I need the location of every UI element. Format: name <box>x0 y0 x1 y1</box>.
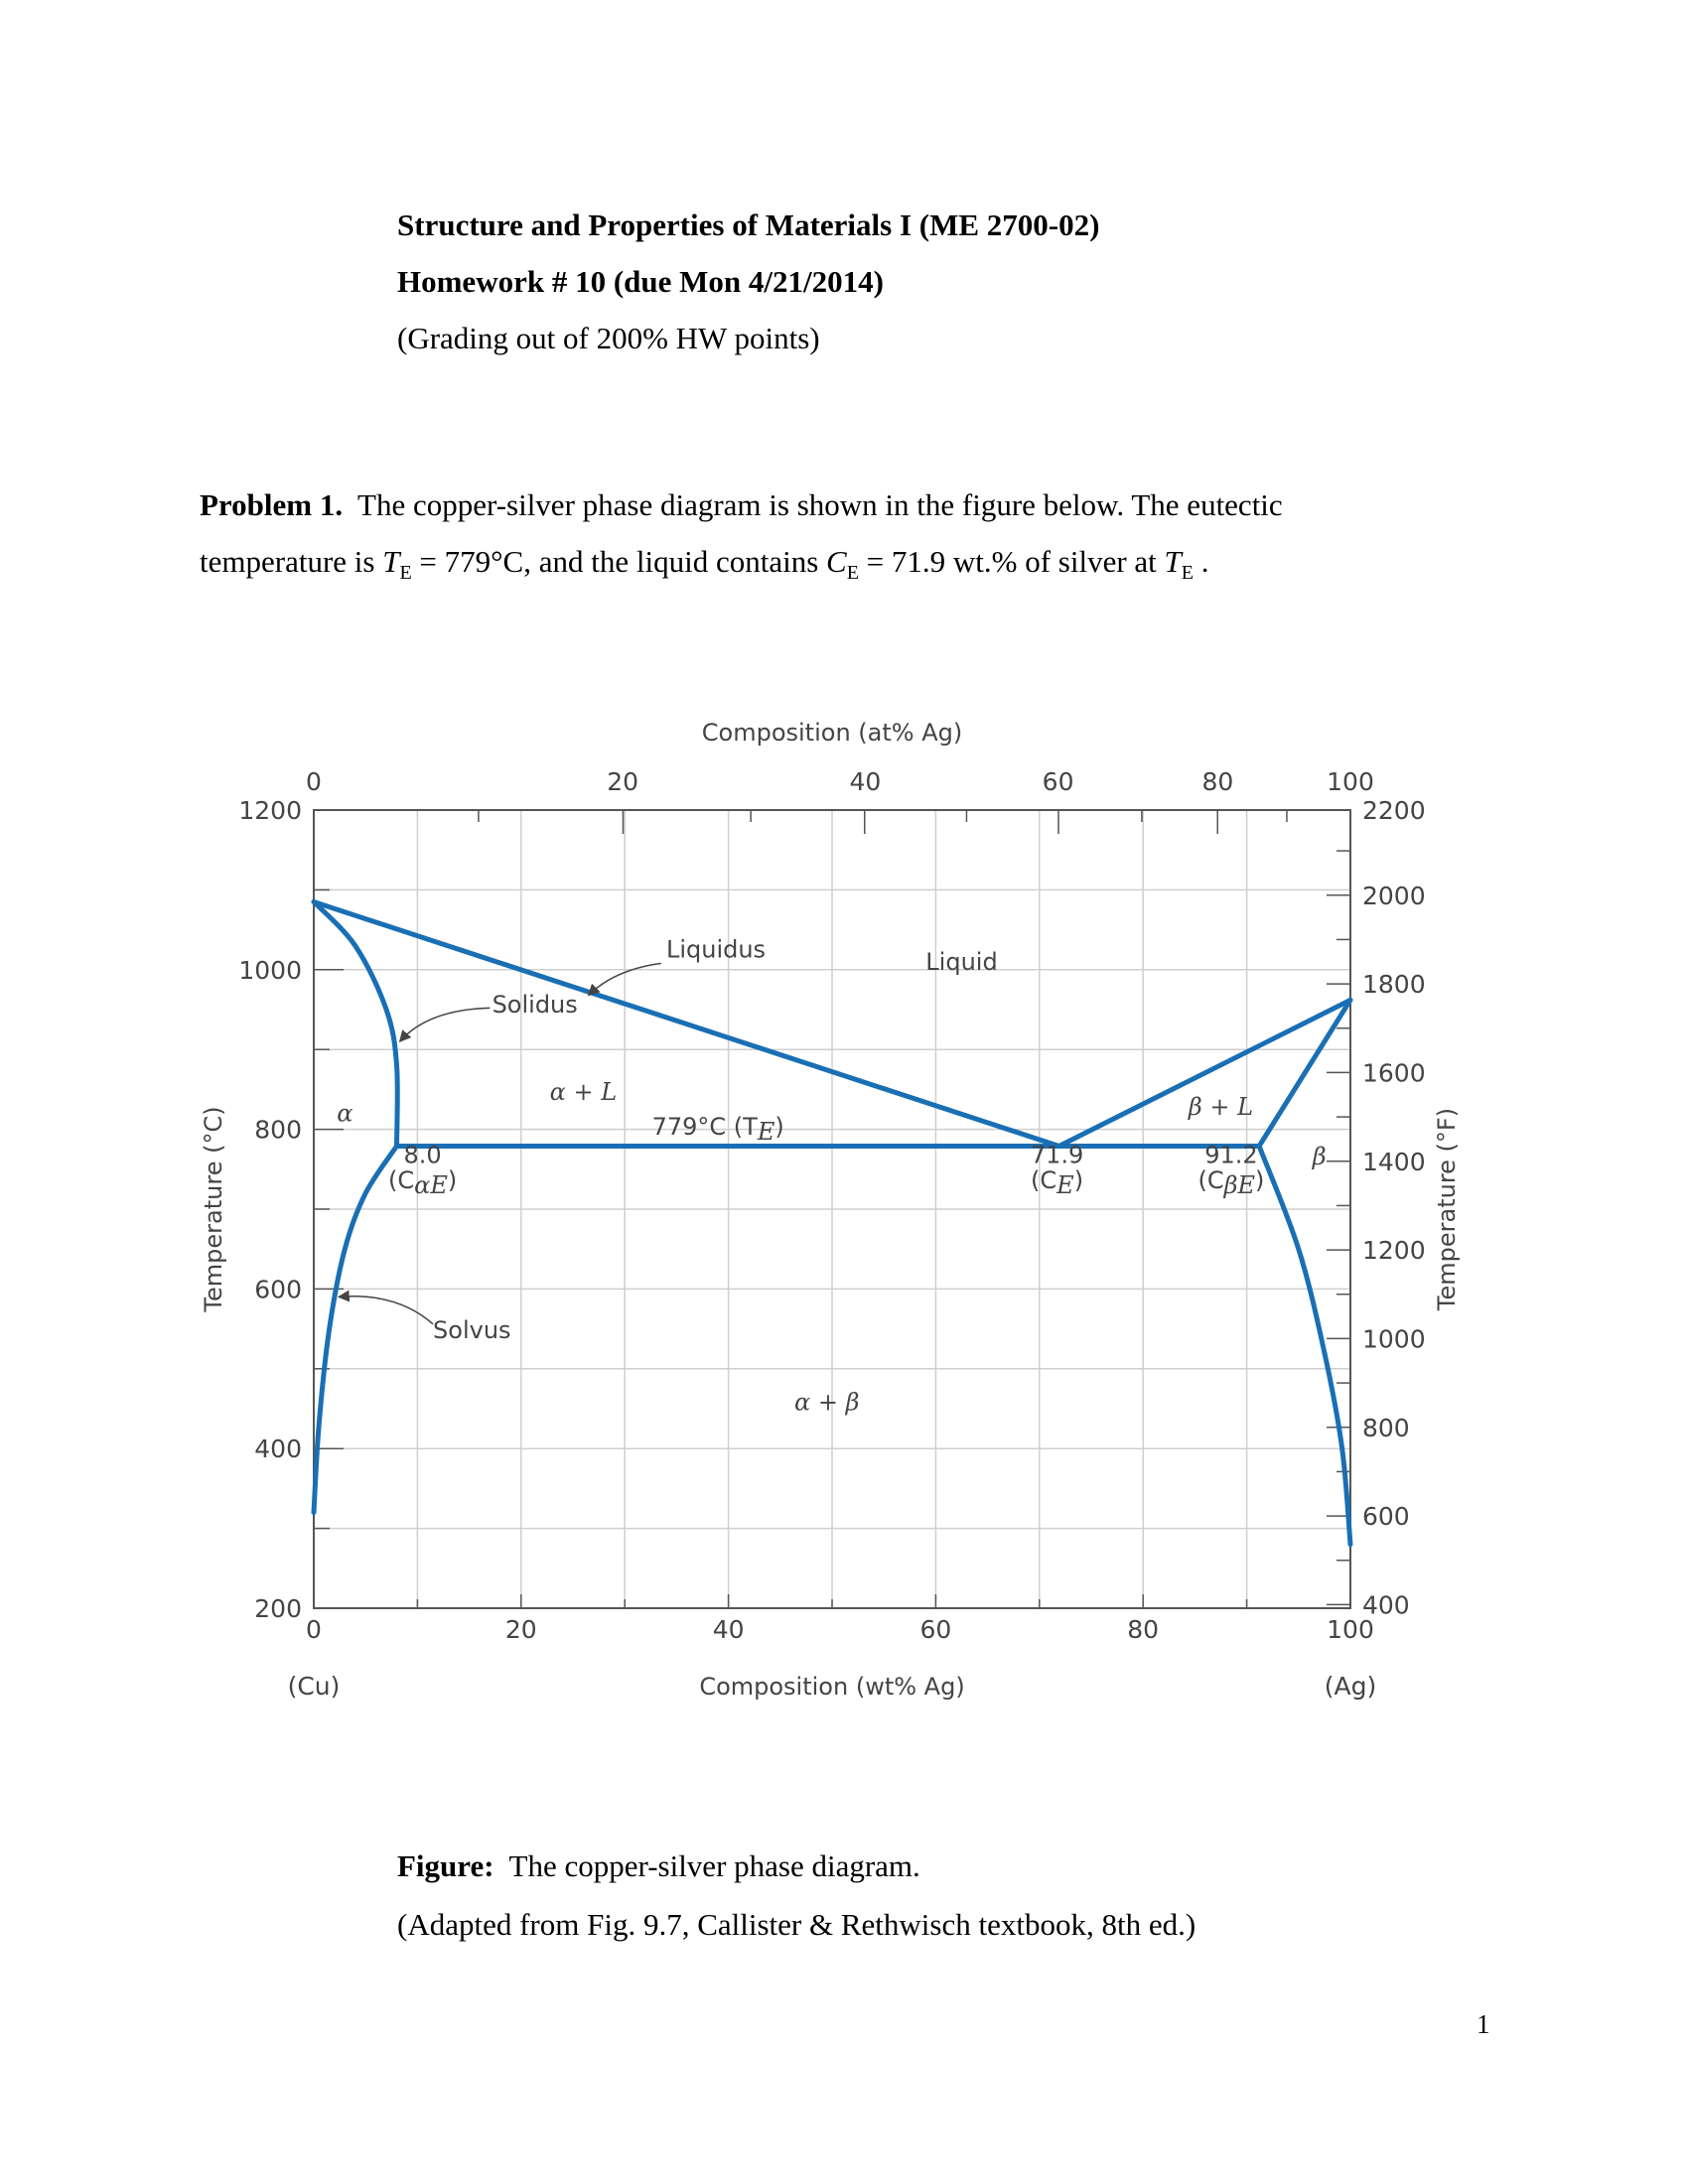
eutectic-temperature-label: 779°C (TE) <box>651 1113 784 1147</box>
right-tick-label: 2200 <box>1362 796 1426 825</box>
right-tick-label: 1400 <box>1362 1147 1426 1176</box>
calpha-symbol-label: (CαE) <box>388 1166 458 1200</box>
x-tick-label: 0 <box>306 1615 322 1644</box>
problem-label: Problem 1. <box>200 487 344 522</box>
x-tick-label: 40 <box>712 1615 745 1644</box>
y-tick-label: 1200 <box>238 796 302 825</box>
solvus-arrow <box>339 1297 433 1324</box>
top-tick-label: 60 <box>1042 767 1074 796</box>
page-number: 1 <box>1477 2009 1490 2039</box>
problem-line-1 <box>200 477 1490 533</box>
solidus-line <box>314 901 397 1146</box>
caption-label: Figure: <box>397 1848 494 1883</box>
top-tick-label: 0 <box>306 767 322 796</box>
calpha-value-label: 8.0 <box>403 1141 442 1169</box>
caption-source: (Adapted from Fig. 9.7, Callister & Rethwisch textbook, 8th ed.) <box>397 1907 1196 1942</box>
y-tick-label: 200 <box>254 1594 302 1623</box>
te-symbol: T <box>382 544 400 579</box>
homework-title: Homework # 10 (due Mon 4/21/2014) <box>397 264 884 299</box>
problem-text-1: The copper-silver phase diagram is shown in the figure below. The eutectic <box>357 487 1283 522</box>
alpha-region-label: α <box>337 1099 353 1128</box>
right-tick-label: 400 <box>1362 1590 1410 1620</box>
right-tick-label: 1600 <box>1362 1058 1426 1088</box>
liquid-region-label: Liquid <box>925 947 998 976</box>
end-label-ag: (Ag) <box>1324 1672 1377 1701</box>
header <box>397 197 1099 366</box>
beta-liquid-region-label: β + L <box>1188 1093 1254 1122</box>
figure-caption <box>397 1837 1196 1954</box>
top-axis-title: Composition (at% Ag) <box>701 719 963 747</box>
solidus-label: Solidus <box>492 991 578 1020</box>
ce-symbol-label: (CE) <box>1031 1166 1084 1200</box>
x-tick-label: 100 <box>1327 1615 1374 1644</box>
end-label-cu: (Cu) <box>287 1672 341 1701</box>
problem-line-2 <box>200 533 1490 602</box>
solvus-label: Solvus <box>433 1316 511 1345</box>
phase-diagram-svg <box>189 695 1499 1747</box>
te-subscript: E <box>399 562 412 585</box>
y-tick-label: 400 <box>254 1434 302 1464</box>
top-tick-label: 80 <box>1201 767 1234 796</box>
problem-text-2d: . <box>1194 544 1209 579</box>
top-tick-label: 40 <box>849 767 882 796</box>
left-axis-title: Temperature (°C) <box>200 1106 227 1312</box>
te-symbol-2: T <box>1164 544 1182 579</box>
ce-subscript: E <box>846 562 859 585</box>
caption-text: The copper-silver phase diagram. <box>508 1848 920 1883</box>
grid <box>314 810 1350 1608</box>
top-tick-label: 20 <box>607 767 639 796</box>
problem-text-2b: = 779°C, and the liquid contains <box>411 544 827 579</box>
x-tick-label: 60 <box>919 1615 952 1644</box>
right-tick-label: 800 <box>1362 1413 1410 1442</box>
ce-symbol: C <box>826 544 847 579</box>
te-subscript-2: E <box>1181 562 1195 585</box>
right-tick-label: 1200 <box>1362 1236 1426 1266</box>
y-tick-label: 1000 <box>238 955 302 985</box>
y-tick-label: 800 <box>254 1115 302 1145</box>
grading-note: (Grading out of 200% HW points) <box>397 321 820 355</box>
y-tick-label: 600 <box>254 1275 302 1304</box>
liquidus-label: Liquidus <box>665 935 767 964</box>
course-title: Structure and Properties of Materials I (ME 2700-02) <box>397 207 1100 242</box>
x-tick-label: 20 <box>504 1615 537 1644</box>
cbeta-value-label: 91.2 <box>1204 1141 1258 1169</box>
right-tick-label: 1800 <box>1362 970 1426 1000</box>
solidus-arrow <box>400 1008 491 1041</box>
alpha-liquid-region-label: α + L <box>549 1077 618 1106</box>
right-tick-label: 2000 <box>1362 881 1426 910</box>
right-tick-label: 1000 <box>1362 1324 1426 1354</box>
beta-region-label: β <box>1312 1142 1327 1170</box>
solvus-line <box>314 1146 397 1512</box>
right-tick-label: 600 <box>1362 1502 1410 1532</box>
phase-diagram-figure <box>189 695 1499 1747</box>
top-tick-label: 100 <box>1327 767 1374 796</box>
problem-statement <box>200 477 1490 602</box>
cbeta-symbol-label: (CβE) <box>1197 1166 1265 1200</box>
alpha-beta-region-label: α + β <box>794 1388 860 1417</box>
ce-value-label: 71.9 <box>1030 1141 1084 1169</box>
right-axis-title: Temperature (°F) <box>1433 1107 1461 1311</box>
problem-text-2c: = 71.9 wt.% of silver at <box>858 544 1165 579</box>
bottom-axis-title: Composition (wt% Ag) <box>699 1673 965 1701</box>
x-tick-label: 80 <box>1127 1615 1160 1644</box>
problem-text-2a: temperature is <box>200 544 383 579</box>
